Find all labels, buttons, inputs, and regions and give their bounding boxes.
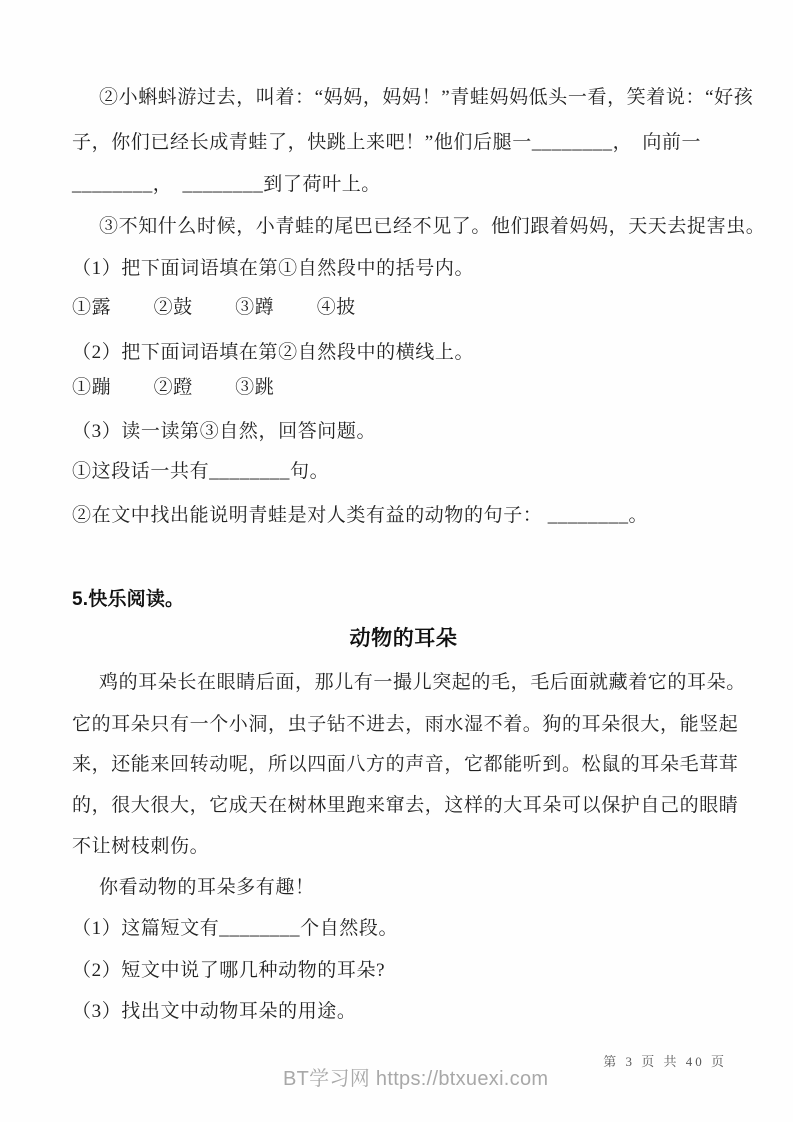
question-5-2: （2）短文中说了哪几种动物的耳朵? bbox=[72, 960, 386, 981]
word-option-dun: ③蹲 bbox=[235, 297, 275, 318]
word-option-lu: ①露 bbox=[72, 297, 112, 318]
question-5-1: （1）这篇短文有________个自然段。 bbox=[72, 918, 399, 939]
word-option-gu: ②鼓 bbox=[153, 297, 193, 318]
word-options-group-1 bbox=[72, 295, 735, 321]
word-option-deng: ②蹬 bbox=[153, 377, 193, 398]
word-option-pi: ④披 bbox=[316, 297, 356, 318]
passage-line5: 不让树枝刺伤。 bbox=[72, 836, 210, 857]
passage-line1: 鸡的耳朵长在眼睛后面，那儿有一撮儿突起的毛，毛后面就藏着它的耳朵。 bbox=[99, 672, 746, 693]
passage-line2: 它的耳朵只有一个小洞，虫子钻不进去，雨水湿不着。狗的耳朵很大，能竖起 bbox=[72, 714, 739, 735]
word-option-beng: ①蹦 bbox=[72, 377, 112, 398]
site-watermark: BT学习网 https://btxuexi.com bbox=[283, 1068, 549, 1090]
word-options-group-2 bbox=[72, 375, 735, 401]
para2-line3: ________， ________到了荷叶上。 bbox=[72, 174, 381, 195]
para3-line: ③不知什么时候，小青蛙的尾巴已经不见了。他们跟着妈妈，天天去捉害虫。 bbox=[99, 216, 766, 237]
passage-line3: 来，还能来回转动呢，所以四面八方的声音，它都能听到。松鼠的耳朵毛茸茸 bbox=[72, 754, 739, 775]
question-4-3: （3）读一读第③自然，回答问题。 bbox=[72, 421, 377, 442]
para2-line2: 子，你们已经长成青蛙了，快跳上来吧！”他们后腿一________， 向前一 bbox=[72, 132, 702, 153]
question-4-1: （1）把下面词语填在第①自然段中的括号内。 bbox=[72, 258, 475, 279]
question-5-3: （3）找出文中动物耳朵的用途。 bbox=[72, 1001, 357, 1022]
section5-heading: 5.快乐阅读。 bbox=[72, 589, 185, 610]
passage-title: 动物的耳朵 bbox=[349, 627, 458, 650]
question-4-3-sub2: ②在文中找出能说明青蛙是对人类有益的动物的句子： ________。 bbox=[72, 505, 649, 526]
word-option-tiao: ③跳 bbox=[235, 377, 275, 398]
passage-line4: 的，很大很大，它成天在树林里跑来窜去，这样的大耳朵可以保护自己的眼睛 bbox=[72, 795, 739, 816]
para2-line1: ②小蝌蚪游过去，叫着：“妈妈，妈妈！”青蛙妈妈低头一看，笑着说：“好孩 bbox=[99, 87, 754, 108]
page-number-label: 第 3 页 共 40 页 bbox=[603, 1054, 727, 1069]
passage-closing-line: 你看动物的耳朵多有趣！ bbox=[99, 877, 315, 898]
question-4-3-sub1: ①这段话一共有________句。 bbox=[72, 461, 330, 482]
question-4-2: （2）把下面词语填在第②自然段中的横线上。 bbox=[72, 342, 475, 363]
